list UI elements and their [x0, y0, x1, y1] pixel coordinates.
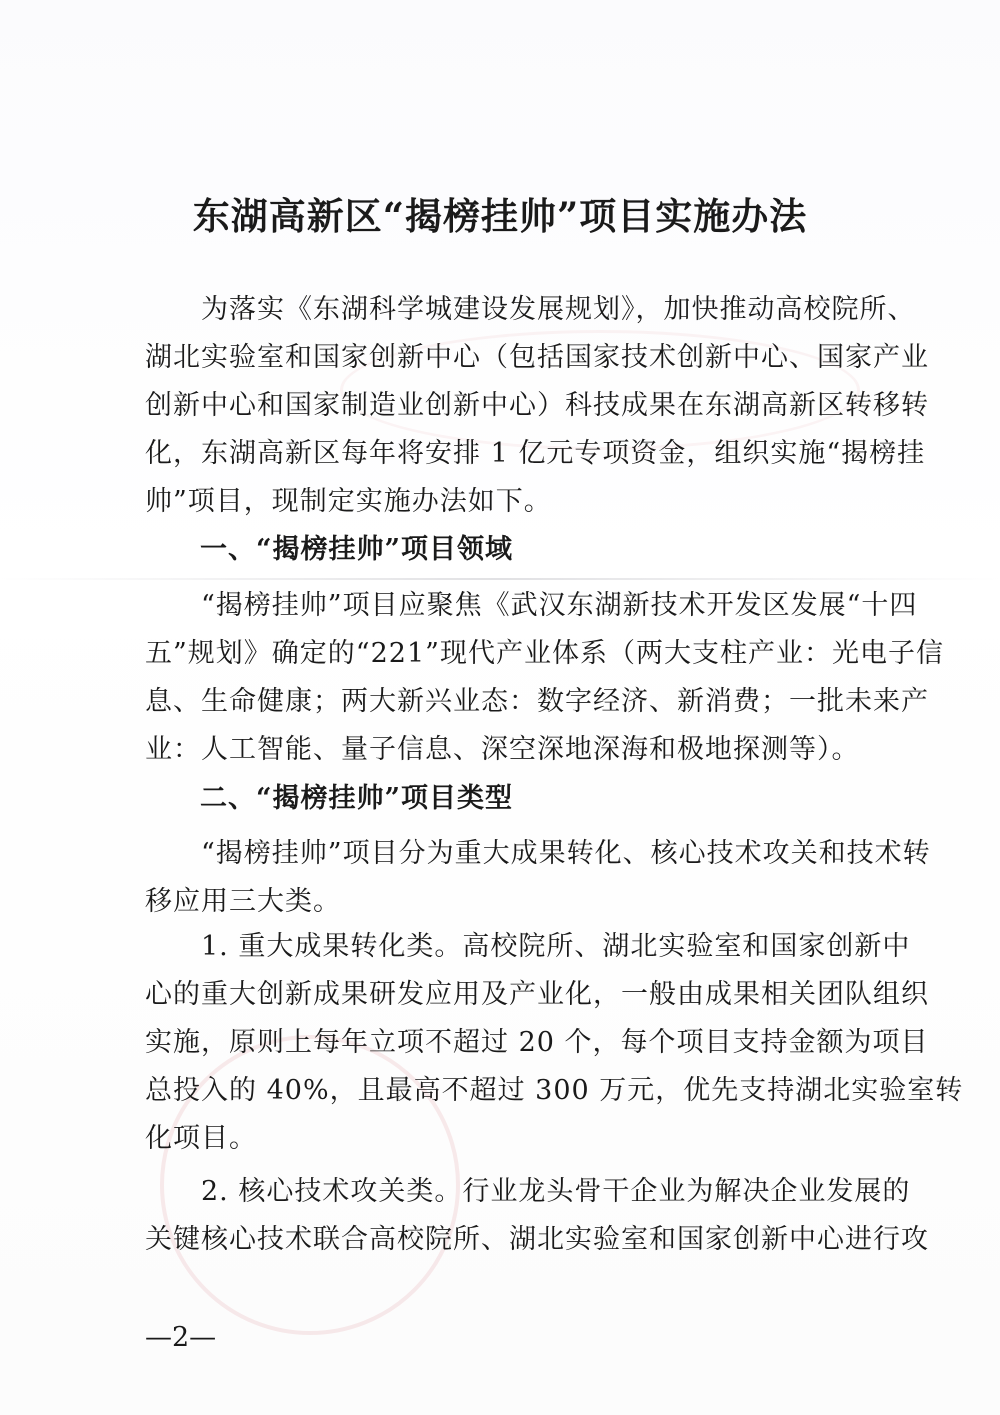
section1-line: 五”规划》确定的“221”现代产业体系（两大支柱产业：光电子信 [145, 638, 944, 669]
intro-line: 化，东湖高新区每年将安排 1 亿元专项资金，组织实施“揭榜挂 [145, 438, 926, 469]
section2-heading: 二、“揭榜挂帅”项目类型 [200, 783, 514, 814]
item2-line: 2. 核心技术攻关类。行业龙头骨干企业为解决企业发展的 [201, 1176, 911, 1207]
intro-line: 帅”项目，现制定实施办法如下。 [145, 486, 552, 517]
paper-fold-line [0, 578, 1000, 580]
intro-paragraph [145, 286, 929, 526]
intro-line: 创新中心和国家制造业创新中心）科技成果在东湖高新区转移转 [145, 390, 929, 421]
intro-line: 为落实《东湖科学城建设发展规划》，加快推动高校院所、 [201, 294, 916, 325]
section1-line: 息、生命健康；两大新兴业态：数字经济、新消费；一批未来产 [145, 686, 929, 717]
section2-intro-line: 移应用三大类。 [145, 886, 341, 917]
section1-line: “揭榜挂帅”项目应聚焦《武汉东湖新技术开发区发展“十四 [201, 590, 918, 621]
item1-line: 化项目。 [145, 1123, 257, 1154]
section2-item2-paragraph [145, 1168, 929, 1264]
item1-line: 1. 重大成果转化类。高校院所、湖北实验室和国家创新中 [201, 931, 911, 962]
item1-line: 心的重大创新成果研发应用及产业化，一般由成果相关团队组织 [145, 979, 929, 1010]
section1-line: 业：人工智能、量子信息、深空深地深海和极地探测等）。 [145, 734, 860, 765]
page-number: —2— [145, 1322, 217, 1353]
section2-intro-line: “揭榜挂帅”项目分为重大成果转化、核心技术攻关和技术转 [201, 838, 931, 869]
document-title: 东湖高新区“揭榜挂帅”项目实施办法 [192, 194, 808, 238]
item2-line: 关键核心技术联合高校院所、湖北实验室和国家创新中心进行攻 [145, 1224, 929, 1255]
section2-intro-paragraph [145, 830, 931, 926]
item1-line: 总投入的 40%，且最高不超过 300 万元，优先支持湖北实验室转 [145, 1075, 964, 1106]
section1-heading: 一、“揭榜挂帅”项目领域 [200, 534, 514, 565]
intro-line: 湖北实验室和国家创新中心（包括国家技术创新中心、国家产业 [145, 342, 929, 373]
section1-paragraph [145, 582, 944, 774]
section2-item1-paragraph [145, 923, 964, 1163]
item1-line: 实施，原则上每年立项不超过 20 个，每个项目支持金额为项目 [145, 1027, 929, 1058]
